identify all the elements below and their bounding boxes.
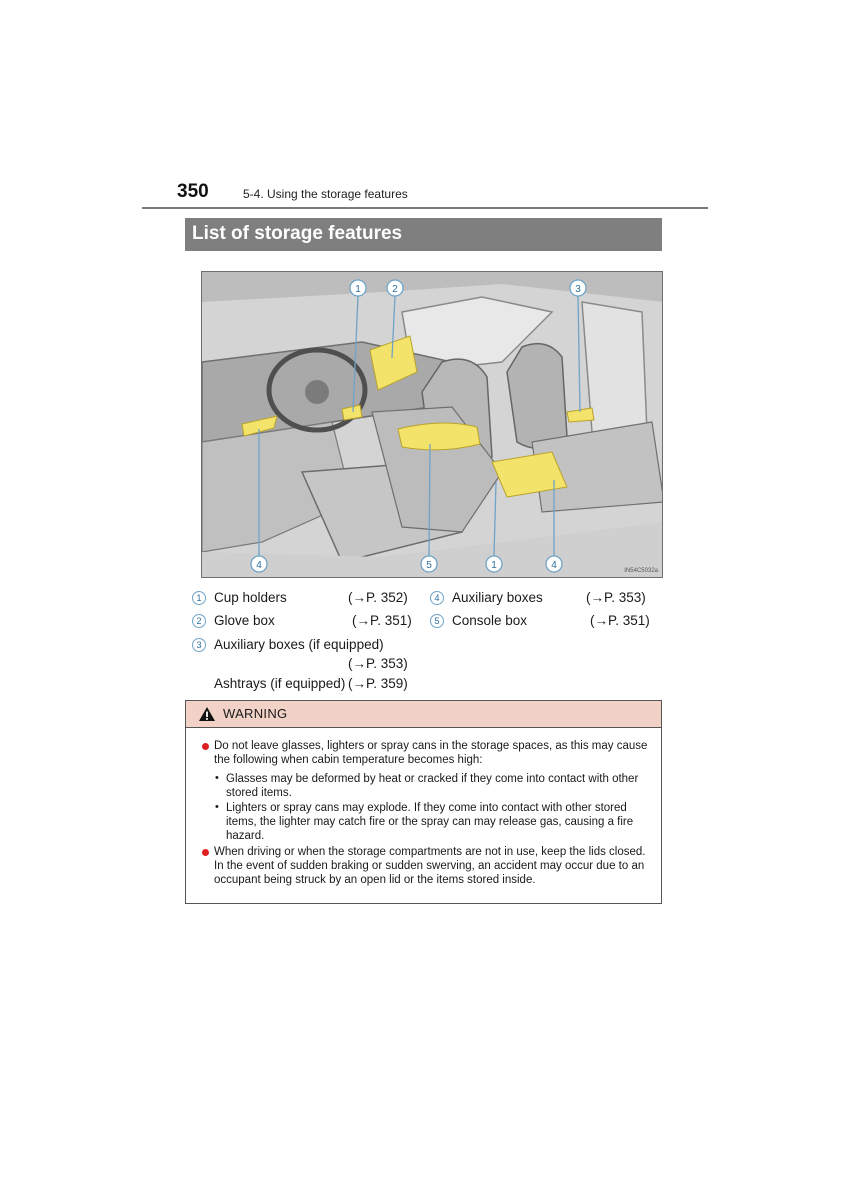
legend-page-ref: (→P. 353) xyxy=(586,590,646,605)
console-box-highlight xyxy=(398,423,480,450)
legend-label: Auxiliary boxes xyxy=(452,590,543,605)
legend-number: 2 xyxy=(192,614,206,628)
warning-bullet xyxy=(202,743,209,750)
legend-label: Auxiliary boxes (if equipped) xyxy=(214,637,384,652)
callout-label: 3 xyxy=(575,284,581,295)
warning-text-line: In the event of sudden braking or sudden swerving, an accident may occur due to an xyxy=(214,860,645,872)
figure-code: IN54C5032a xyxy=(624,568,658,574)
callout-label: 1 xyxy=(491,560,497,571)
warning-text-line: stored items. xyxy=(226,787,292,799)
legend-page-ref: (→P. 359) xyxy=(348,676,408,691)
section-title-bar xyxy=(185,218,662,251)
callout-label: 2 xyxy=(392,284,398,295)
legend-page-ref: (→P. 351) xyxy=(590,613,650,628)
legend-label: Glove box xyxy=(214,613,275,628)
legend-label: Ashtrays (if equipped) xyxy=(214,676,346,691)
callout-label: 5 xyxy=(426,560,432,571)
legend-number: 3 xyxy=(192,638,206,652)
warning-text-line: hazard. xyxy=(226,830,265,842)
warning-header xyxy=(186,701,661,728)
section-path: 5-4. Using the storage features xyxy=(243,187,408,201)
sub-bullet: • xyxy=(215,801,219,813)
page-number: 350 xyxy=(177,181,209,202)
warning-text-line: items, the lighter may catch fire or the spray can may release gas, causing a fire xyxy=(226,816,634,828)
header-divider xyxy=(142,207,708,209)
legend-page-ref: (→P. 353) xyxy=(348,656,408,671)
warning-text-line: Glasses may be deformed by heat or cracked if they come into contact with other xyxy=(226,773,639,785)
legend-number: 5 xyxy=(430,614,444,628)
warning-text-line: When driving or when the storage compartments are not in use, keep the lids closed. xyxy=(214,846,646,858)
section-title: List of storage features xyxy=(192,223,403,244)
warning-text-line: the following when cabin temperature becomes high: xyxy=(214,754,483,766)
legend-label: Console box xyxy=(452,613,528,628)
callout-label: 4 xyxy=(256,560,262,571)
legend-number: 1 xyxy=(192,591,206,605)
sub-bullet: • xyxy=(215,772,219,784)
warning-box xyxy=(185,700,662,904)
cabin-drawing xyxy=(202,272,663,578)
warning-icon xyxy=(198,706,216,722)
warning-bullet xyxy=(202,849,209,856)
warning-text-line: occupant being struck by an open lid or the items stored inside. xyxy=(214,874,536,886)
legend-label: Cup holders xyxy=(214,590,287,605)
legend-page-ref: (→P. 352) xyxy=(348,590,408,605)
warning-title: WARNING xyxy=(223,706,288,721)
cabin-illustration xyxy=(201,271,663,578)
callout-label: 1 xyxy=(355,284,361,295)
legend-page-ref: (→P. 351) xyxy=(352,613,412,628)
callout-label: 4 xyxy=(551,560,557,571)
warning-text-line: Lighters or spray cans may explode. If they come into contact with other stored xyxy=(226,802,627,814)
legend-number: 4 xyxy=(430,591,444,605)
warning-text-line: Do not leave glasses, lighters or spray cans in the storage spaces, as this may cause xyxy=(214,740,648,752)
